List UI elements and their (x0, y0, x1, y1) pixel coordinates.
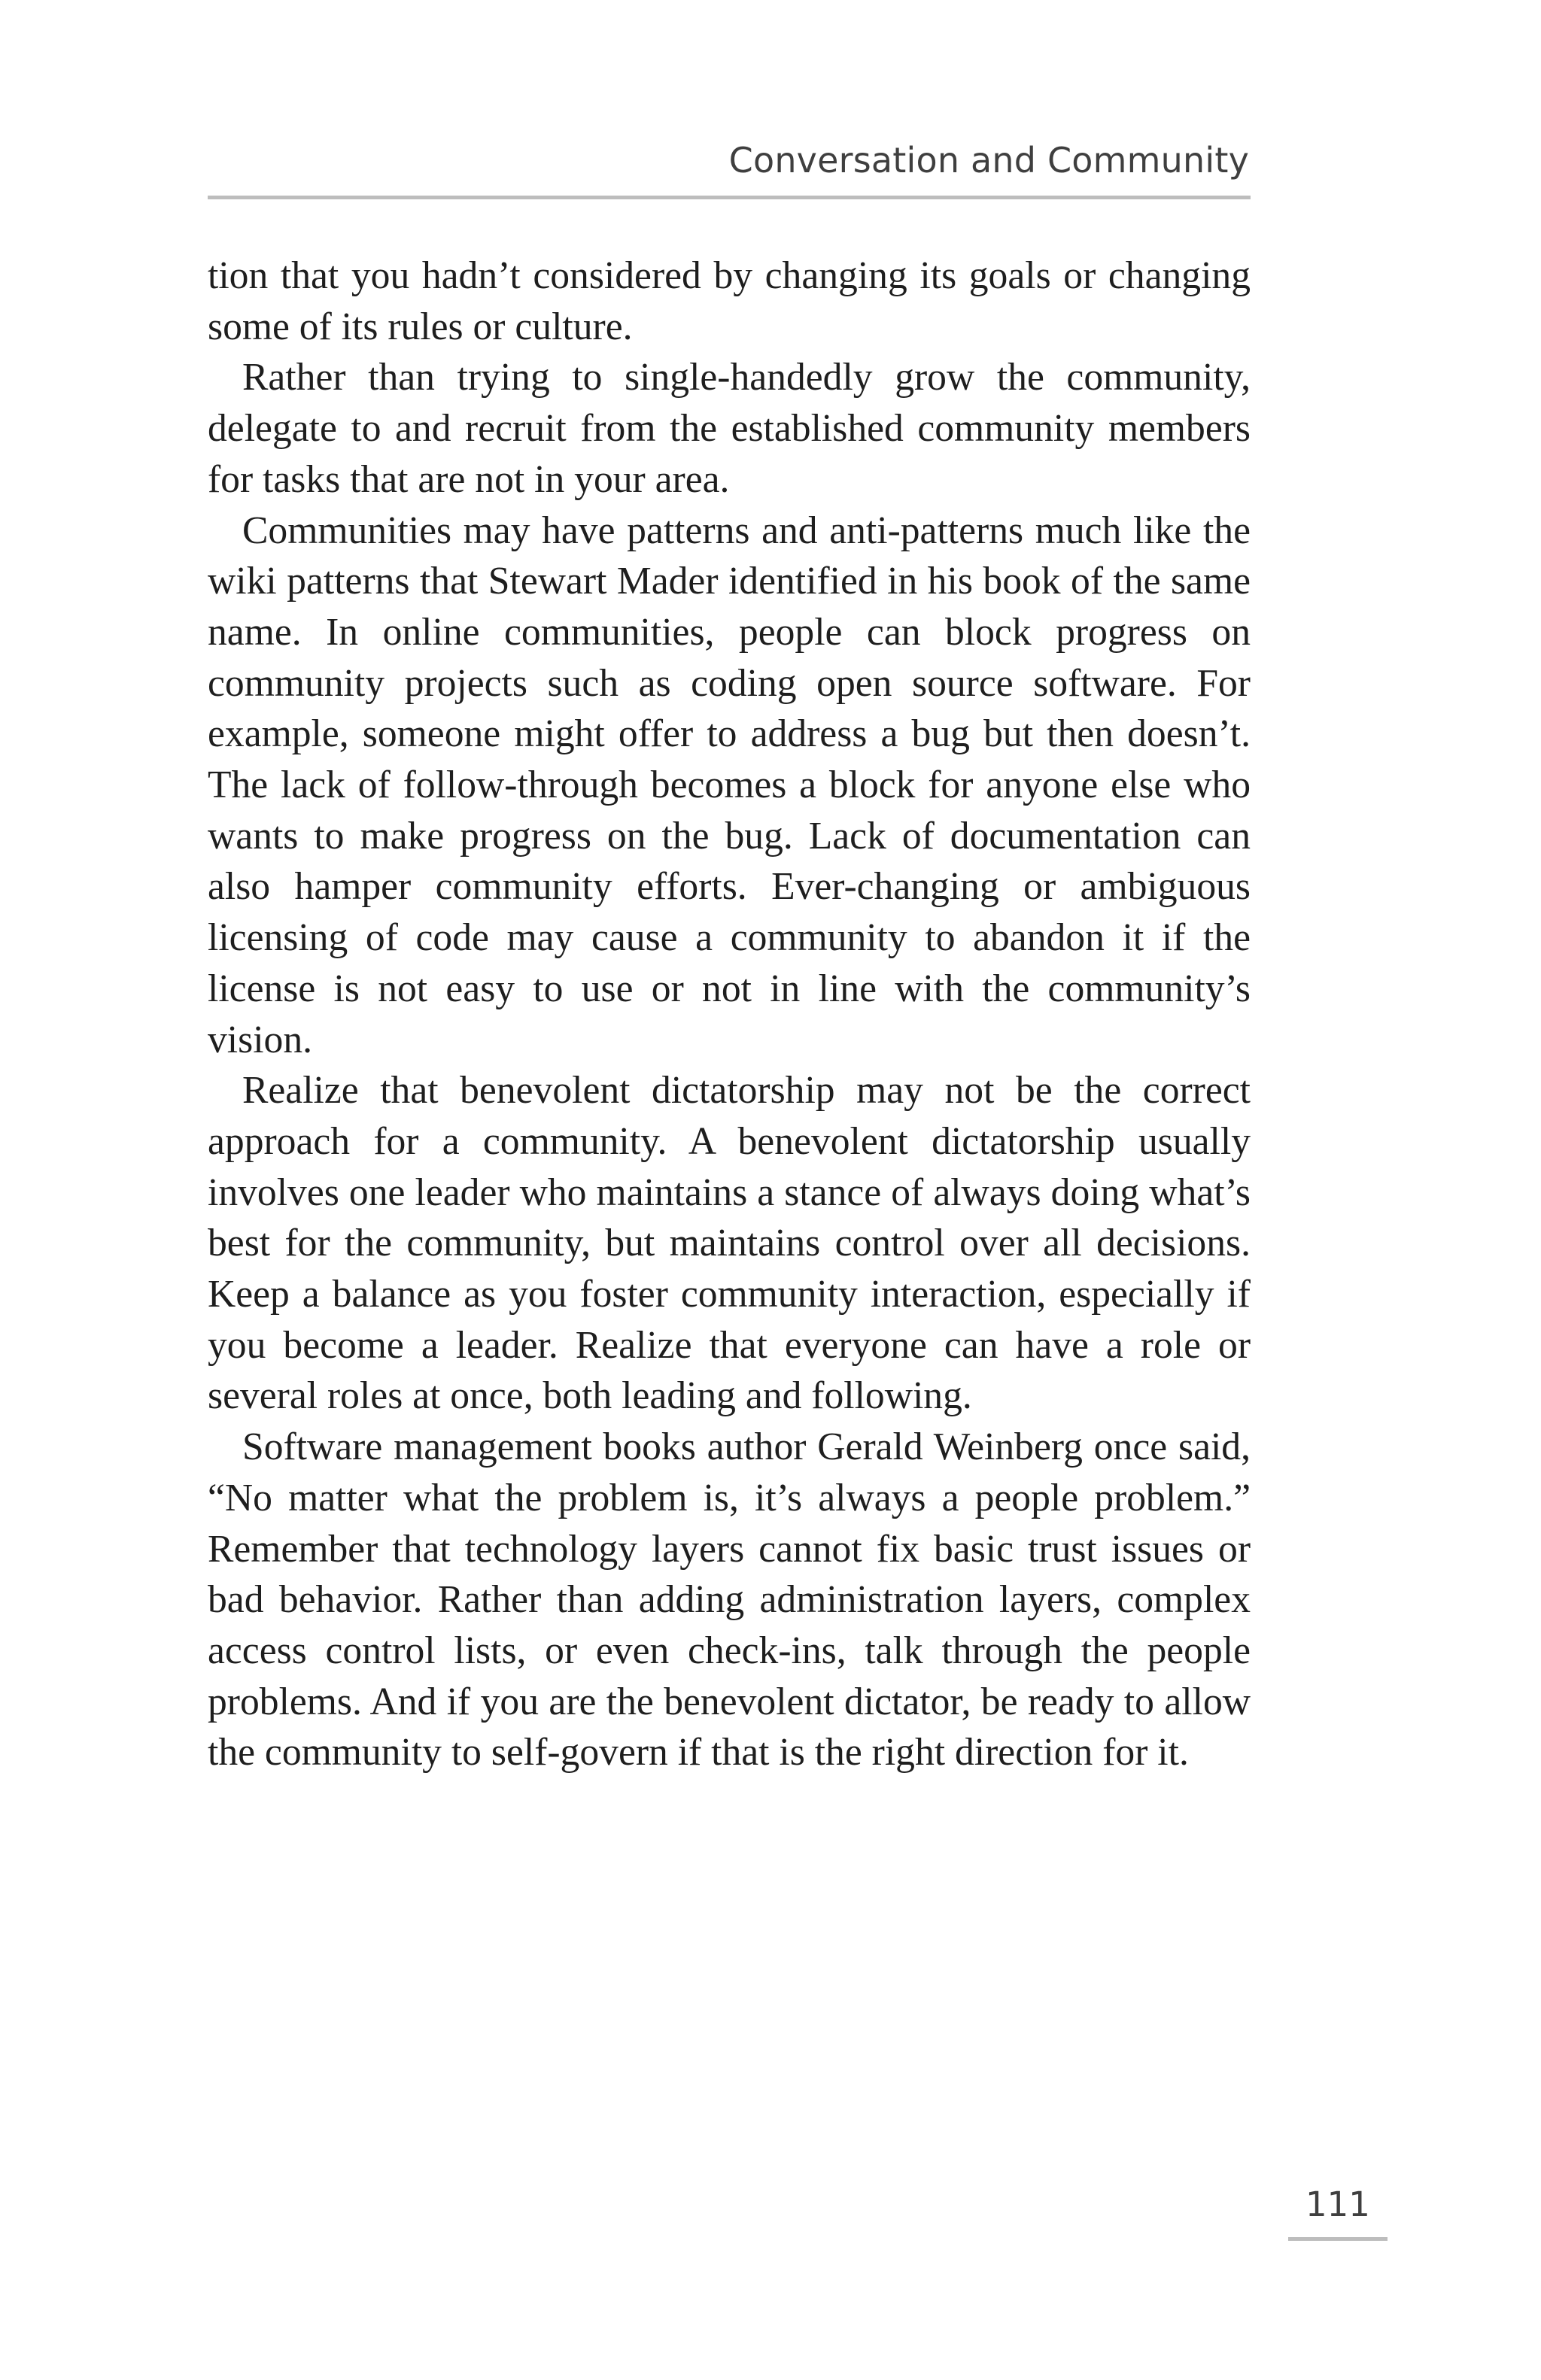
paragraph-weinberg-quote: Software management books author Gerald Weinberg once said, “No matter what the problem is, it’s always a people problem.” Remember that technology layers cannot fix basic trust issues or bad behavior. Rather than adding administration layers, complex access control lists, or even check-ins, talk through the people problems. And if you are the benevolent dictator, be ready to allow the community to self-govern if that is the right direction for it. (208, 1425, 1251, 1774)
paragraph-patterns: Communities may have patterns and anti-patterns much like the wiki patterns that Stewart Mader identified in his book of the same name. In online communities, people can block progress on community projects such as coding open source software. For example, someone might offer to address a bug but then doesn’t. The lack of follow-through becomes a block for anyone else who wants to make progress on the bug. Lack of documentation can also hamper community efforts. Ever-changing or ambiguous licensing of code may cause a community to abandon it if the license is not easy to use or not in line with the community’s vision. (208, 508, 1251, 1061)
page-number: 111 (1305, 2184, 1370, 2224)
running-head-title: Conversation and Community (728, 140, 1249, 181)
paragraph-continuation: tion that you hadn’t considered by changing its goals or changing some of its rules or culture. (208, 254, 1251, 348)
paragraph-benevolent-dictatorship: Realize that benevolent dictatorship may not be the correct approach for a community. A benevolent dictatorship usually involves one leader who maintains a stance of always doing what’s best for the community, but maintains control over all decisions. Keep a balance as you foster community interaction, especially if you become a leader. Realize that everyone can have a role or several roles at once, both leading and following. (208, 1069, 1251, 1418)
paragraph-delegate: Rather than trying to single-handedly grow the community, delegate to and recruit from the established community members for tasks that are not in your area. (208, 356, 1251, 501)
body-text (208, 250, 1251, 1778)
header-rule (208, 196, 1251, 199)
page-number-rule (1288, 2237, 1388, 2241)
